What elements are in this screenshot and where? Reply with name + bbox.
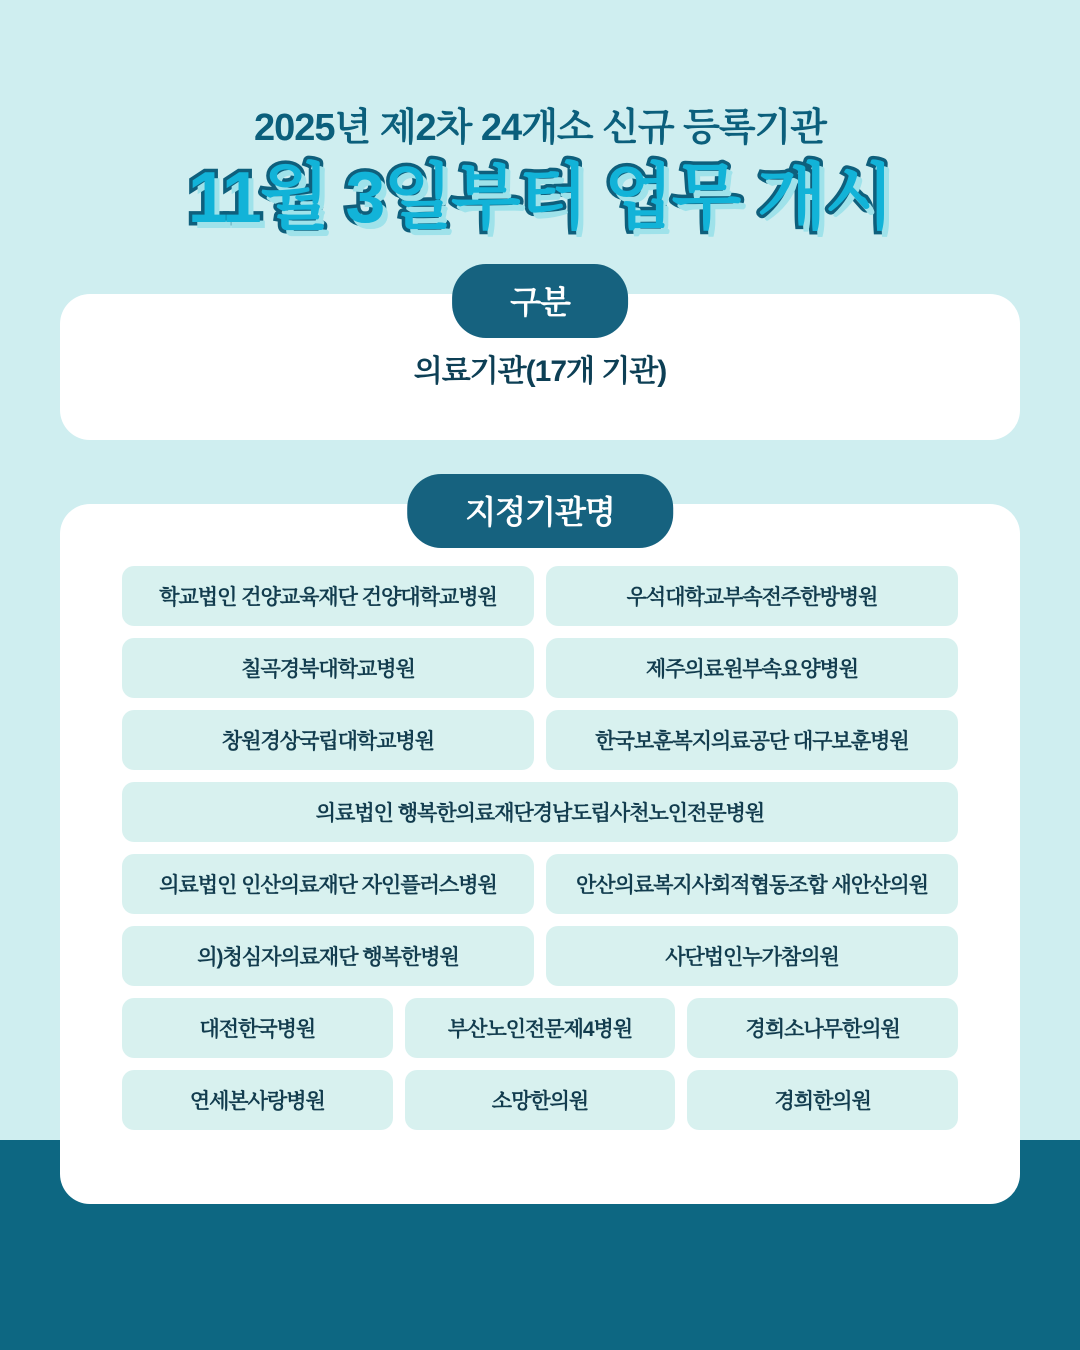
institution-row bbox=[122, 782, 958, 842]
poster-title: 11월 3일부터 업무 개시 bbox=[187, 158, 893, 238]
poster-header bbox=[0, 0, 1080, 240]
institution-cell: 소망한의원 bbox=[405, 1070, 676, 1130]
type-card bbox=[60, 283, 1020, 440]
type-card-value: 의료기관(17개 기관) bbox=[413, 354, 667, 388]
institutions-grid bbox=[86, 566, 994, 1130]
institutions-card bbox=[60, 493, 1020, 1204]
institution-row bbox=[122, 1070, 958, 1130]
poster-subtitle: 2025년 제2차 24개소 신규 등록기관 bbox=[254, 107, 826, 149]
institution-cell: 경희한의원 bbox=[687, 1070, 958, 1130]
institution-row bbox=[122, 854, 958, 914]
institution-cell: 대전한국병원 bbox=[122, 998, 393, 1058]
institution-cell: 제주의료원부속요양병원 bbox=[546, 638, 958, 698]
institution-cell: 한국보훈복지의료공단 대구보훈병원 bbox=[546, 710, 958, 770]
institution-row bbox=[122, 710, 958, 770]
institution-cell: 의료법인 행복한의료재단경남도립사천노인전문병원 bbox=[122, 782, 958, 842]
type-card-pill-label: 구분 bbox=[452, 264, 628, 338]
institution-cell: 안산의료복지사회적협동조합 새안산의원 bbox=[546, 854, 958, 914]
institution-cell: 칠곡경북대학교병원 bbox=[122, 638, 534, 698]
institution-cell: 부산노인전문제4병원 bbox=[405, 998, 676, 1058]
institution-row bbox=[122, 926, 958, 986]
institution-cell: 창원경상국립대학교병원 bbox=[122, 710, 534, 770]
institution-cell: 경희소나무한의원 bbox=[687, 998, 958, 1058]
institution-row bbox=[122, 998, 958, 1058]
institution-cell: 의료법인 인산의료재단 자인플러스병원 bbox=[122, 854, 534, 914]
institution-cell: 사단법인누가참의원 bbox=[546, 926, 958, 986]
institutions-card-pill-label: 지정기관명 bbox=[407, 474, 673, 548]
institution-cell: 의)청심자의료재단 행복한병원 bbox=[122, 926, 534, 986]
institution-cell: 학교법인 건양교육재단 건양대학교병원 bbox=[122, 566, 534, 626]
institution-cell: 연세본사랑병원 bbox=[122, 1070, 393, 1130]
institution-cell: 우석대학교부속전주한방병원 bbox=[546, 566, 958, 626]
institution-row bbox=[122, 638, 958, 698]
institution-row bbox=[122, 566, 958, 626]
